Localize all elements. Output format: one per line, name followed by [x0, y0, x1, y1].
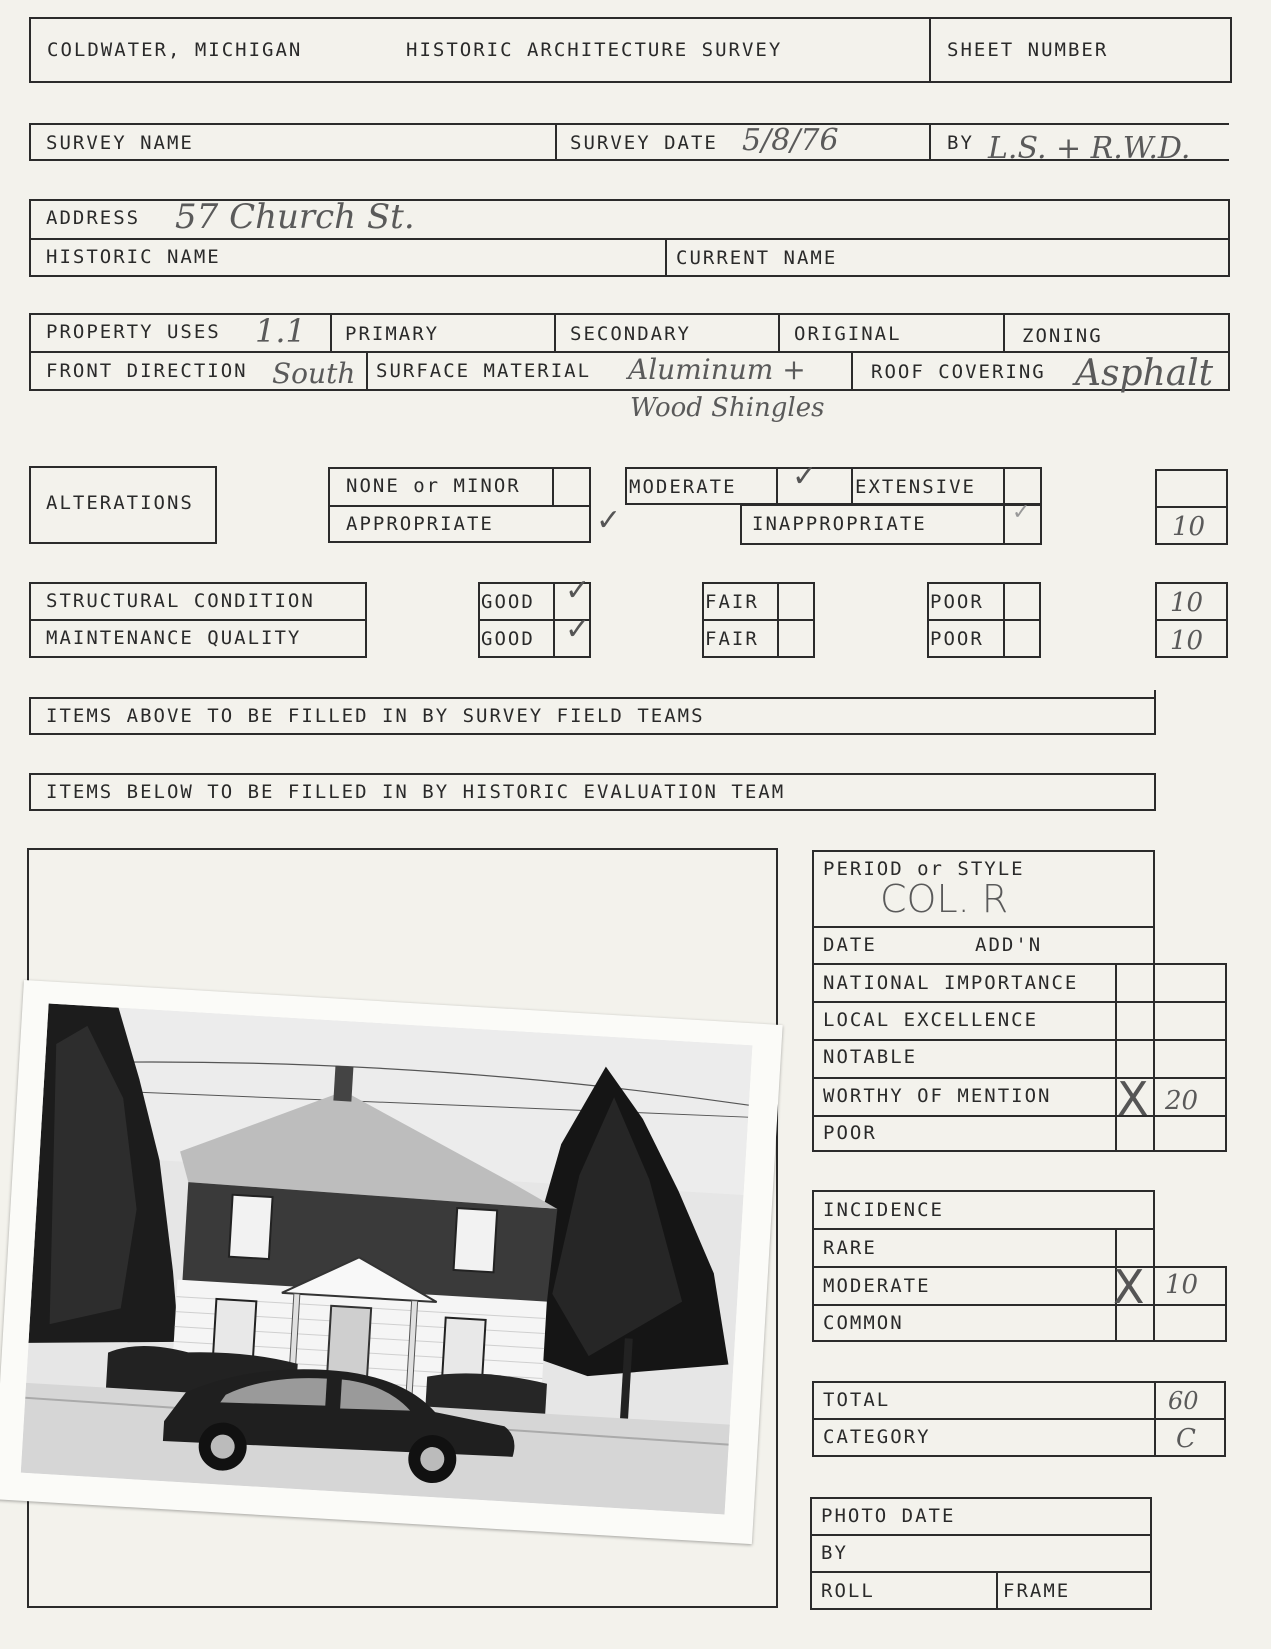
photo-date-label: PHOTO DATE	[821, 1505, 956, 1527]
alterations-score: 10	[1172, 512, 1206, 542]
date-label: DATE	[823, 934, 877, 956]
front-direction-label: FRONT DIRECTION	[46, 360, 248, 382]
period-style-value: COL. R	[880, 877, 1009, 921]
surface-material-value-1: Aluminum +	[628, 353, 806, 386]
current-name-label: CURRENT NAME	[676, 247, 838, 269]
moderate-incidence-score: 10	[1165, 1270, 1199, 1300]
fair-label-1: FAIR	[705, 591, 759, 613]
moderate-incidence-mark: X	[1113, 1260, 1145, 1314]
appropriate-check: ✓	[596, 503, 622, 538]
maintenance-quality-label: MAINTENANCE QUALITY	[46, 627, 302, 649]
inappropriate-check: ✓	[1012, 500, 1031, 525]
local-excellence-label: LOCAL EXCELLENCE	[823, 1009, 1039, 1031]
survey-name-label: SURVEY NAME	[46, 132, 194, 154]
sheet-number-label: SHEET NUMBER	[947, 39, 1109, 61]
survey-by-value: L.S. + R.W.D.	[988, 131, 1191, 166]
extensive-label: EXTENSIVE	[855, 476, 976, 498]
national-importance-label: NATIONAL IMPORTANCE	[823, 972, 1079, 994]
frame-label: FRAME	[1003, 1580, 1071, 1602]
property-uses-label: PROPERTY USES	[46, 321, 221, 343]
none-minor-label: NONE or MINOR	[346, 475, 521, 497]
poor-label-1: POOR	[930, 591, 984, 613]
photo-by-label: BY	[821, 1542, 848, 1564]
property-uses-value: 1.1	[255, 312, 306, 350]
house-photo-image	[21, 1004, 753, 1515]
roll-label: ROLL	[821, 1580, 875, 1602]
items-above-note: ITEMS ABOVE TO BE FILLED IN BY SURVEY FIELD TEAMS	[46, 705, 705, 727]
addn-label: ADD'N	[975, 934, 1043, 956]
poor-rating-label: POOR	[823, 1122, 877, 1144]
total-label: TOTAL	[823, 1389, 891, 1411]
front-direction-value: South	[272, 357, 356, 390]
inappropriate-label: INAPPROPRIATE	[752, 513, 927, 535]
items-below-note: ITEMS BELOW TO BE FILLED IN BY HISTORIC EVALUATION TEAM	[46, 781, 786, 803]
historic-name-label: HISTORIC NAME	[46, 246, 221, 268]
address-label: ADDRESS	[46, 207, 141, 229]
total-value: 60	[1168, 1387, 1199, 1415]
moderate-check: ✓	[792, 459, 818, 494]
maintenance-score: 10	[1170, 626, 1204, 656]
original-label: ORIGINAL	[794, 323, 902, 345]
survey-date-label: SURVEY DATE	[570, 132, 718, 154]
maintenance-good-check: ✓	[565, 612, 591, 647]
category-label: CATEGORY	[823, 1426, 931, 1448]
house-photograph	[0, 980, 783, 1544]
roof-covering-label: ROOF COVERING	[871, 361, 1046, 383]
structural-score: 10	[1170, 588, 1204, 618]
structural-condition-label: STRUCTURAL CONDITION	[46, 590, 315, 612]
zoning-label: ZONING	[1022, 325, 1103, 347]
survey-by-label: BY	[947, 132, 974, 154]
moderate-incidence-label: MODERATE	[823, 1275, 931, 1297]
alterations-label: ALTERATIONS	[46, 492, 194, 514]
roof-covering-value: Asphalt	[1075, 353, 1214, 394]
moderate-label: MODERATE	[629, 476, 737, 498]
survey-date-value: 5/8/76	[742, 123, 839, 158]
form-title: HISTORIC ARCHITECTURE SURVEY	[406, 39, 783, 61]
surface-material-value-2: Wood Shingles	[630, 393, 825, 423]
secondary-label: SECONDARY	[570, 323, 691, 345]
city-label: COLDWATER, MICHIGAN	[47, 39, 303, 61]
rare-label: RARE	[823, 1237, 877, 1259]
good-label-1: GOOD	[481, 591, 535, 613]
address-value: 57 Church St.	[175, 197, 415, 237]
worthy-score: 20	[1165, 1086, 1199, 1116]
fair-label-2: FAIR	[705, 628, 759, 650]
surface-material-label: SURFACE MATERIAL	[376, 360, 592, 382]
poor-label-2: POOR	[930, 628, 984, 650]
good-label-2: GOOD	[481, 628, 535, 650]
category-value: C	[1176, 1424, 1196, 1454]
appropriate-label: APPROPRIATE	[346, 513, 494, 535]
structural-good-check: ✓	[565, 573, 591, 608]
worthy-mark: X	[1117, 1072, 1149, 1126]
primary-label: PRIMARY	[345, 323, 440, 345]
notable-label: NOTABLE	[823, 1046, 918, 1068]
common-label: COMMON	[823, 1312, 904, 1334]
worthy-of-mention-label: WORTHY OF MENTION	[823, 1085, 1052, 1107]
incidence-label: INCIDENCE	[823, 1199, 944, 1221]
period-style-label: PERIOD or STYLE	[823, 858, 1025, 880]
